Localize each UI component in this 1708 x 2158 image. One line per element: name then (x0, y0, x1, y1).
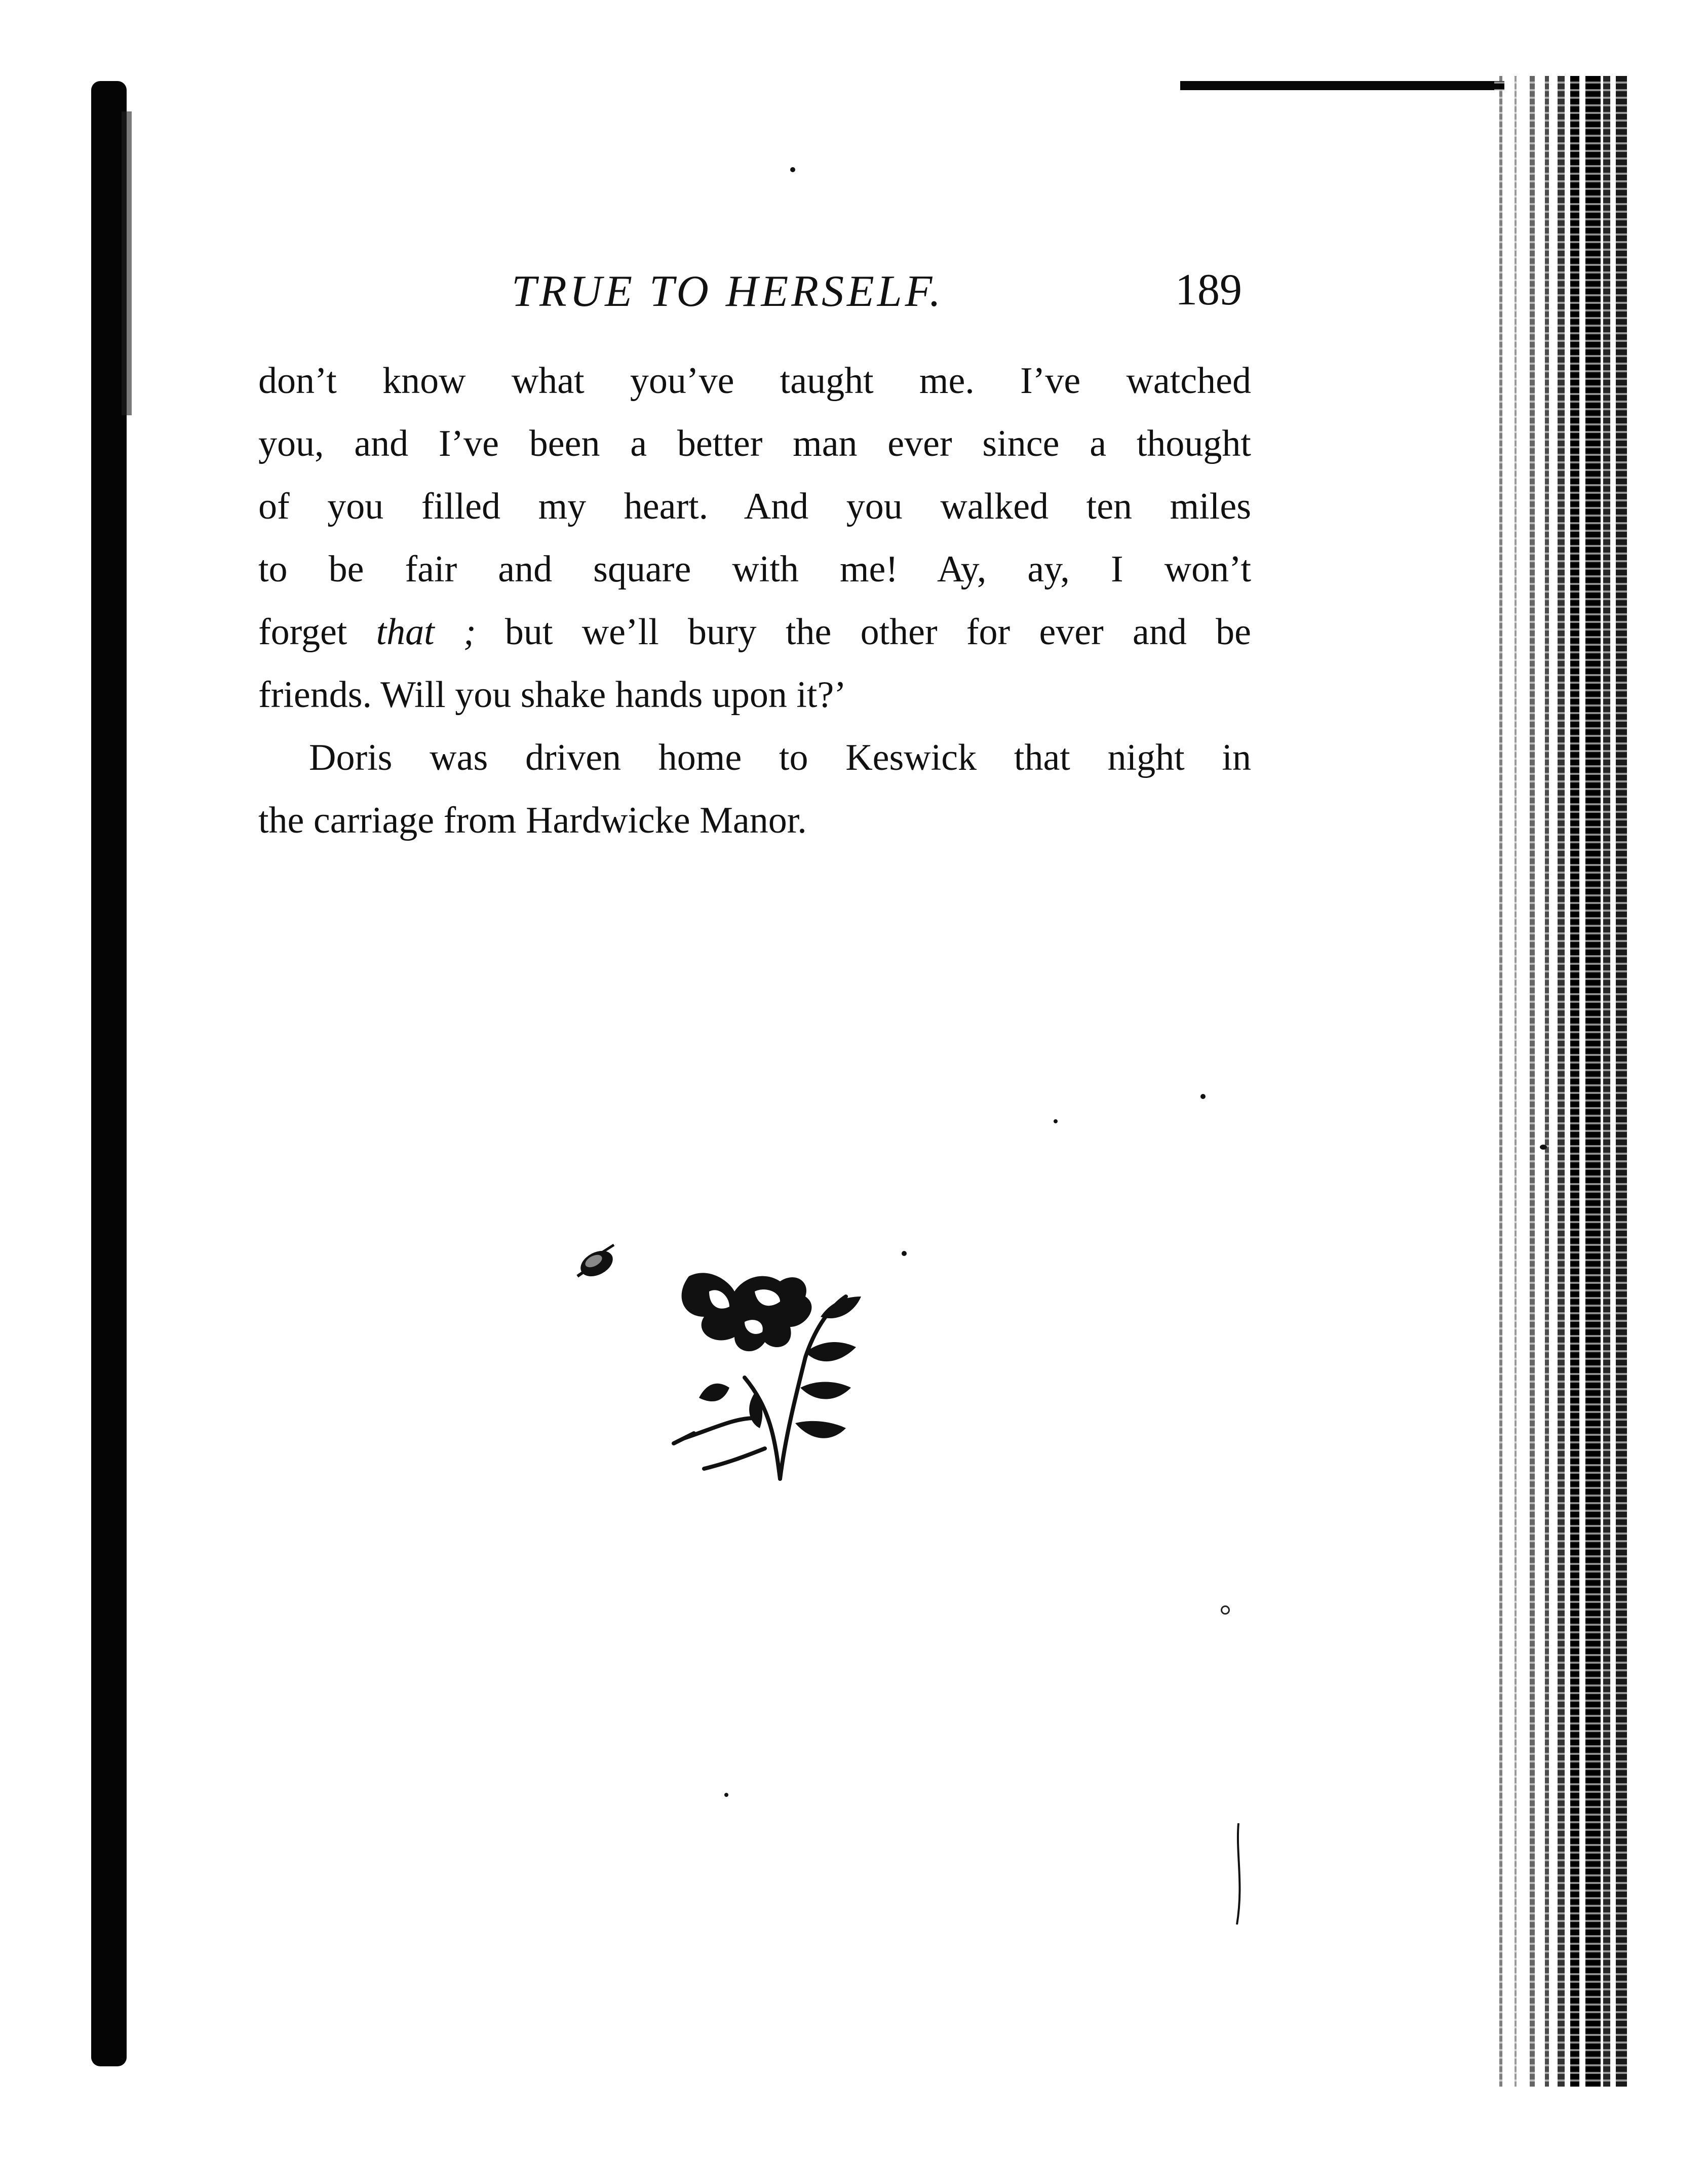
speck (790, 167, 795, 172)
italic-word: that ; (376, 611, 476, 653)
text-fragment: but we’ll bury the other for ever and be (476, 611, 1252, 653)
speck (902, 1251, 907, 1256)
speck (724, 1793, 728, 1797)
text-line: friends. Will you shake hands upon it?’ (258, 674, 846, 716)
flower-sprig-icon (653, 1266, 876, 1489)
left-binding-edge (91, 81, 127, 2066)
speck (1221, 1605, 1230, 1615)
text-fragment: forget (258, 611, 376, 653)
insect-icon (567, 1241, 623, 1286)
text-line: don’t know what you’ve taught me. I’ve watched (258, 360, 1251, 402)
right-page-edge (1494, 76, 1636, 2087)
text-line: of you filled my heart. And you walked ten miles (258, 486, 1251, 527)
page-number: 189 (1175, 265, 1242, 315)
paragraph-line: Doris was driven home to Keswick that night in (309, 737, 1251, 778)
speck (1540, 1145, 1547, 1150)
text-line: to be fair and square with me! Ay, ay, I won’t (258, 548, 1251, 590)
text-line (258, 601, 1251, 663)
text-line: you, and I’ve been a better man ever since a thought (258, 423, 1251, 464)
paragraph-line: the carriage from Hardwicke Manor. (258, 800, 807, 841)
body-text (258, 349, 1251, 852)
running-title: TRUE TO HERSELF. (512, 267, 944, 316)
stray-hair-mark (1231, 1823, 1246, 1925)
top-right-rule (1180, 81, 1504, 90)
speck (1054, 1119, 1058, 1123)
speck (1200, 1094, 1206, 1099)
